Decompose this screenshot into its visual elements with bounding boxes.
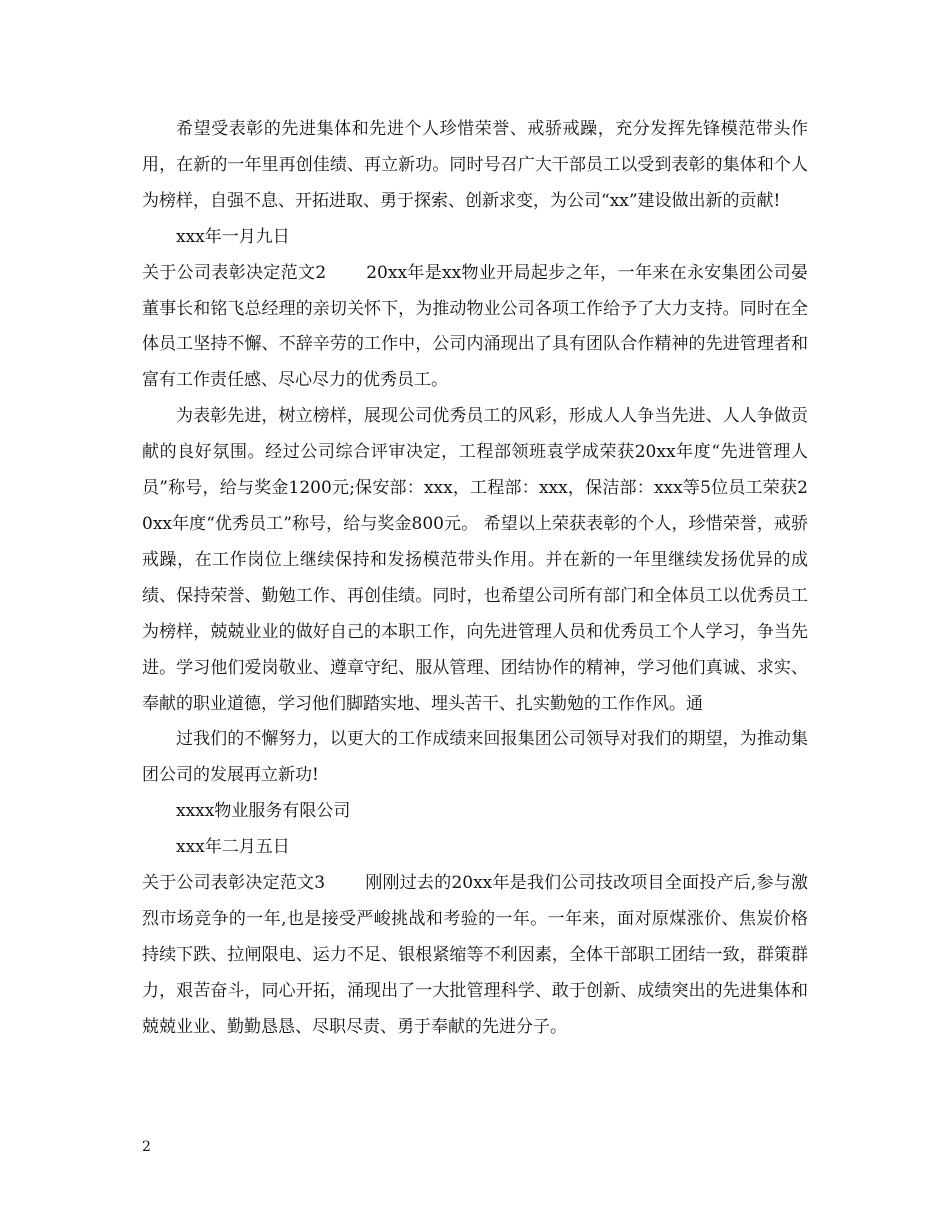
section-heading-sample-2: 关于公司表彰决定范文2: [142, 262, 327, 283]
company-name-line: xxxx物业服务有限公司: [176, 801, 351, 822]
date-line-2: xxx年二月五日: [176, 837, 290, 858]
page-number: 2: [142, 1139, 151, 1155]
section-body-sample-2: 20xx年是xx物业开局起步之年，一年来在永安集团公司晏董事长和铭飞总经理的亲切关怀下，为推动物业公司各项工作给予了大力支持。同时在全体员工坚持不懈、不辞辛劳的工作中，公司内涌现出了具有团队合作精神的先进管理者和富有工作责任感、尽心尽力的优秀员工。: [142, 262, 808, 391]
paragraph-commendation: 为表彰先进，树立榜样，展现公司优秀员工的风彩，形成人人争当先进、人人争做贡献的良好氛围。经过公司综合评审决定，工程部领班袁学成荣获20xx年度“先进管理人员”称号，给与奖金1200元;保安部：xxx，工程部：xxx，保洁部：xxx等5位员工荣获20xx年度“优秀员工”称号，给与奖金800元。 希望以上荣获表彰的个人，珍惜荣誉，戒骄戒躁，在工作岗位上继续保持和发扬模范带头作用。并在新的一年里继续发扬优异的成绩、保持荣誉、勤勉工作、再创佳绩。同时，也希望公司所有部门和全体员工以优秀员工为榜样，兢兢业业的做好自己的本职工作，向先进管理人员和优秀员工个人学习，争当先进。学习他们爱岗敬业、遵章守纪、服从管理、团结协作的精神，学习他们真诚、求实、奉献的职业道德，学习他们脚踏实地、埋头苦干、扎实勤勉的工作作风。通: [142, 406, 808, 714]
paragraph-closing-hope: 希望受表彰的先进集体和先进个人珍惜荣誉、戒骄戒躁，充分发挥先锋模范带头作用，在新的一年里再创佳绩、再立新功。同时号召广大干部员工以受到表彰的集体和个人为榜样，自强不息、开拓进取、勇于探索、创新求变，为公司“xx”建设做出新的贡献!: [142, 119, 808, 211]
section-heading-sample-3: 关于公司表彰决定范文3: [142, 873, 326, 894]
paragraph-continuation: 过我们的不懈努力，以更大的工作成绩来回报集团公司领导对我们的期望，为推动集团公司的发展再立新功!: [142, 729, 808, 786]
section-body-sample-3: 刚刚过去的20xx年是我们公司技改项目全面投产后,参与激烈市场竞争的一年,也是接受严峻挑战和考验的一年。一年来，面对原煤涨价、焦炭价格持续下跌、拉闸限电、运力不足、银根紧缩等不利因素，全体干部职工团结一致，群策群力，艰苦奋斗，同心开拓，涌现出了一大批管理科学、敢于创新、成绩突出的先进集体和兢兢业业、勤勤恳恳、尽职尽责、勇于奉献的先进分子。: [142, 873, 808, 1037]
paragraph-sample-3-intro: [142, 866, 808, 1046]
document-body: [142, 112, 808, 1046]
paragraph-sample-2-intro: [142, 256, 808, 400]
date-line-1: xxx年一月九日: [176, 226, 290, 247]
